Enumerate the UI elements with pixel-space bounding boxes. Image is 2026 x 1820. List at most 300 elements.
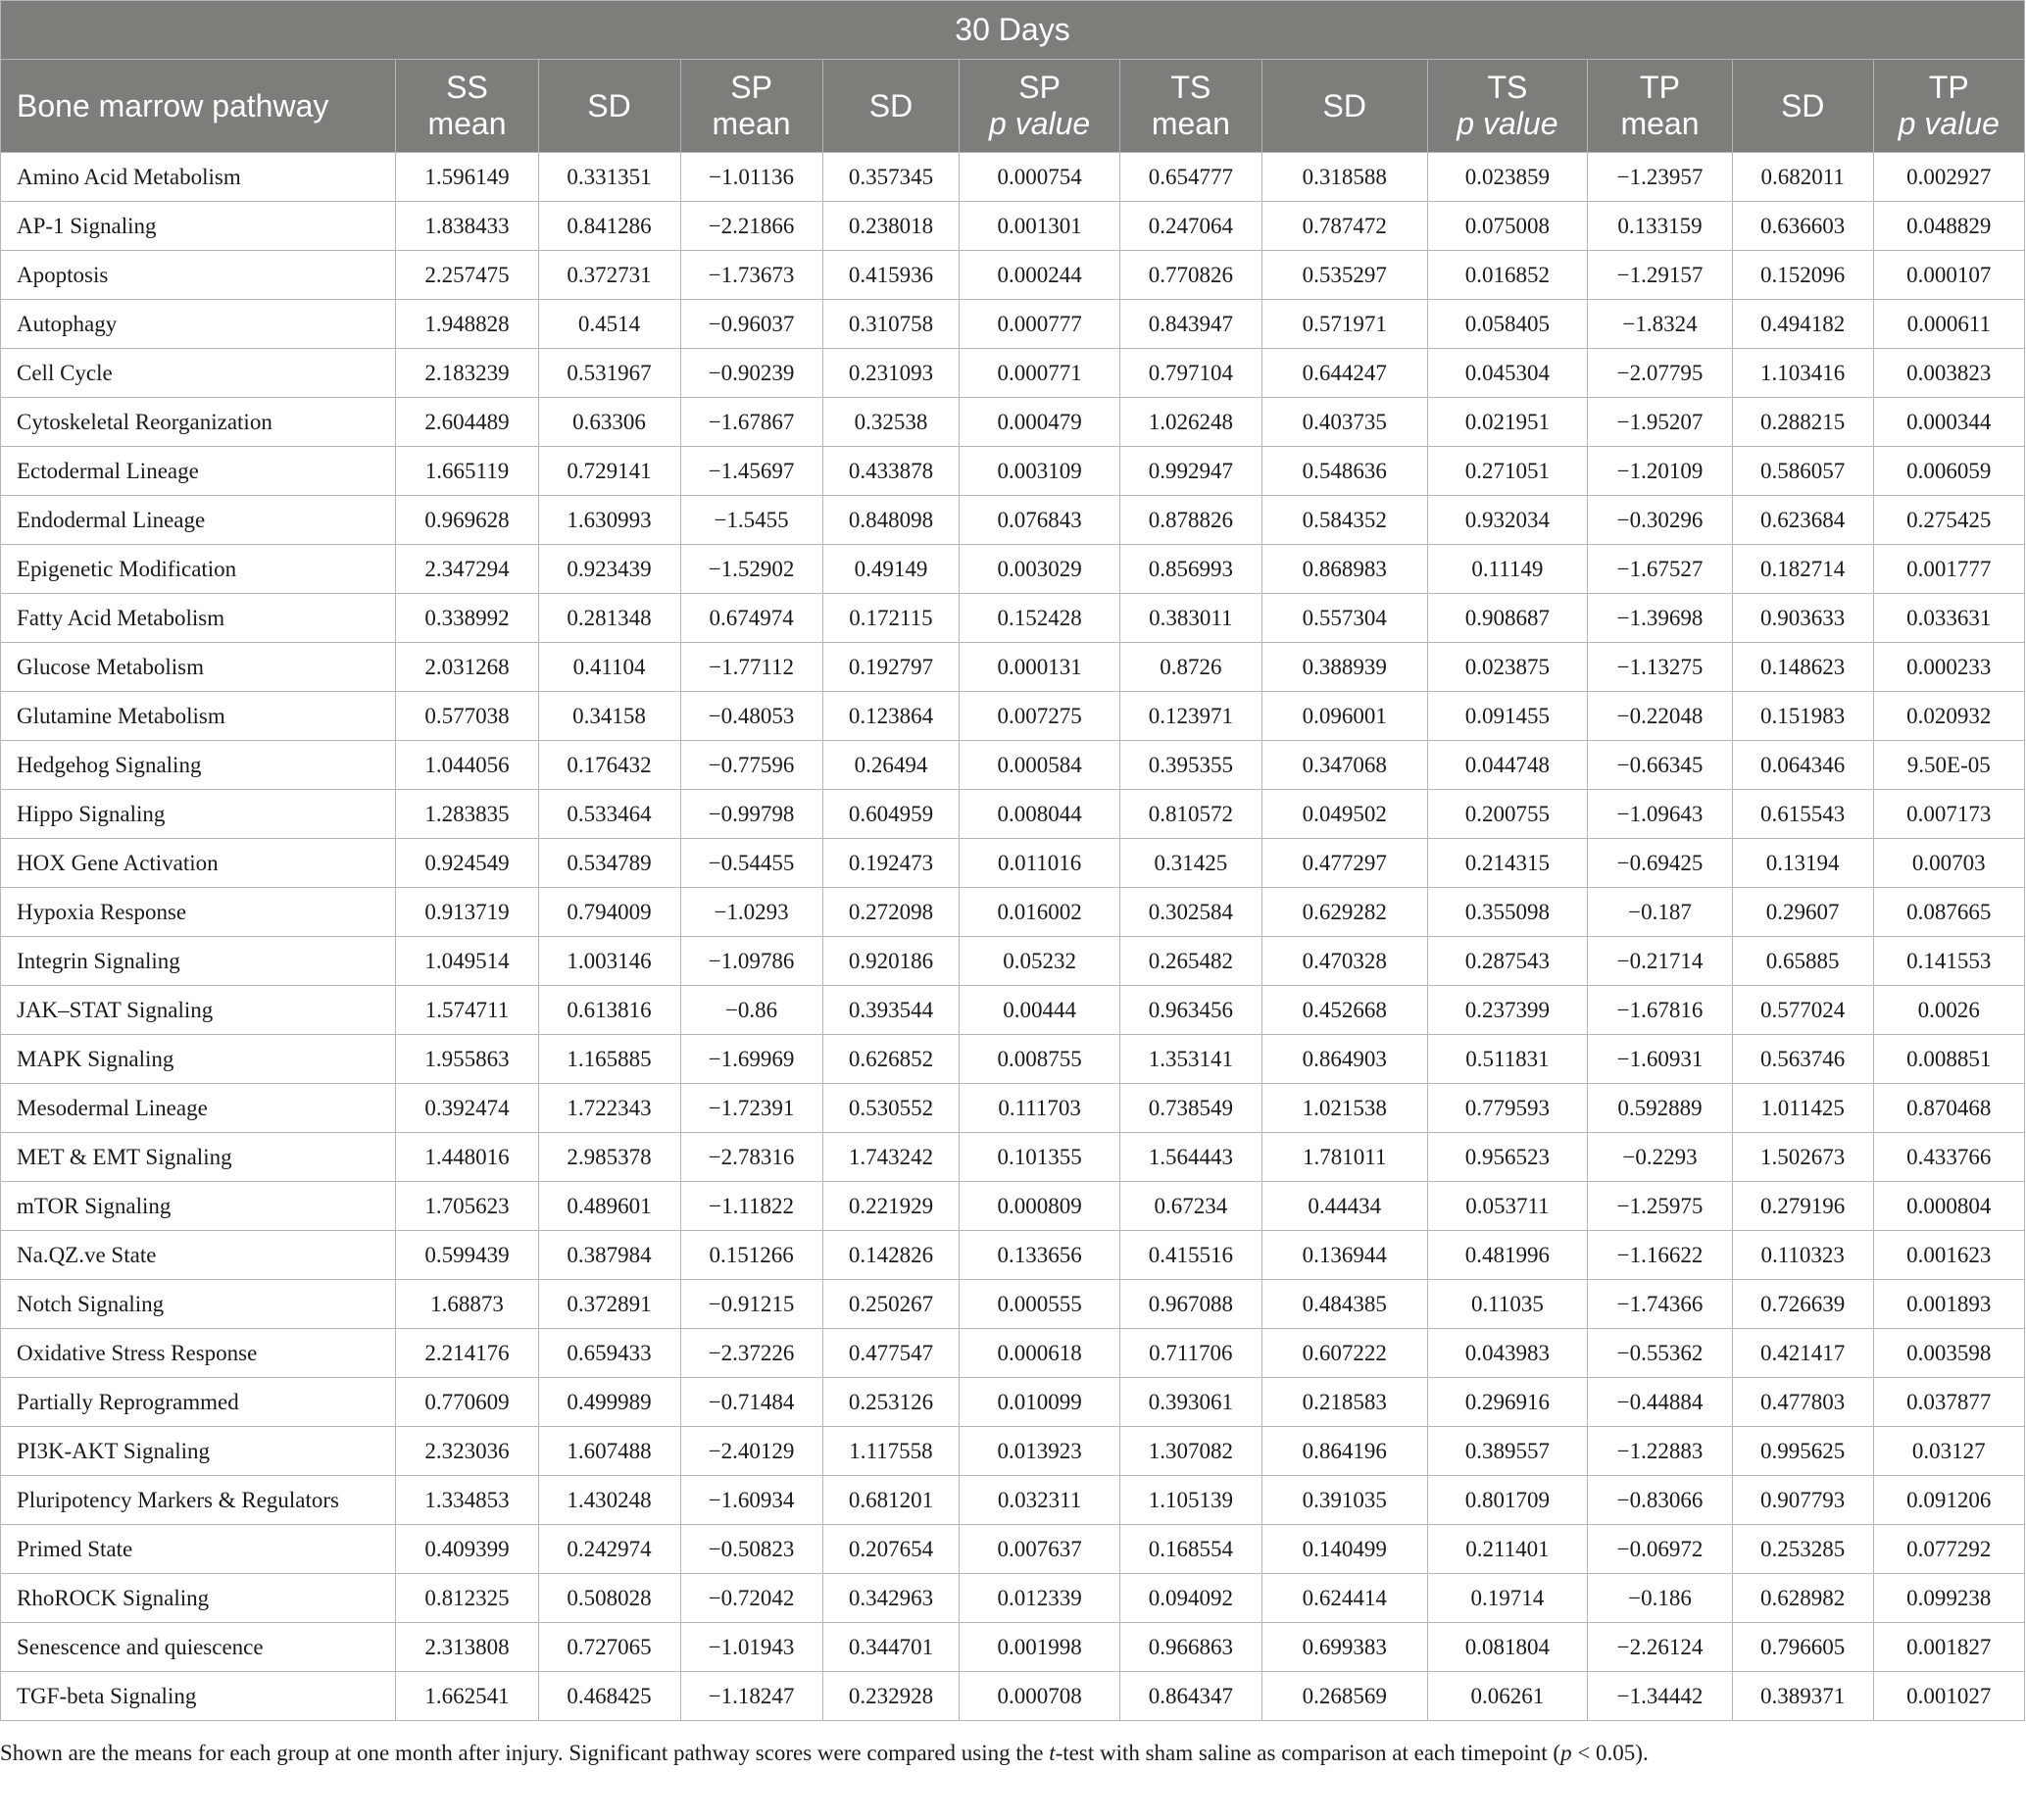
- value-cell: 0.347068: [1261, 741, 1427, 790]
- pathway-name-cell: Partially Reprogrammed: [1, 1378, 396, 1427]
- value-cell: 0.06261: [1427, 1672, 1588, 1721]
- value-cell: 0.000555: [960, 1280, 1120, 1329]
- value-cell: −0.54455: [680, 839, 822, 888]
- value-cell: 0.141553: [1873, 937, 2024, 986]
- column-header-8: [1427, 60, 1588, 153]
- value-cell: 0.338992: [396, 594, 538, 643]
- pathway-name-cell: TGF-beta Signaling: [1, 1672, 396, 1721]
- value-cell: −0.06972: [1588, 1525, 1733, 1574]
- value-cell: −1.95207: [1588, 398, 1733, 447]
- value-cell: 0.856993: [1119, 545, 1261, 594]
- value-cell: 1.026248: [1119, 398, 1261, 447]
- column-header-line2: p value: [1898, 106, 2000, 141]
- value-cell: −1.45697: [680, 447, 822, 496]
- value-cell: 0.000344: [1873, 398, 2024, 447]
- value-cell: 0.342963: [822, 1574, 960, 1623]
- value-cell: 0.238018: [822, 202, 960, 251]
- value-cell: −0.186: [1588, 1574, 1733, 1623]
- value-cell: 0.372731: [538, 251, 680, 300]
- value-cell: 0.05232: [960, 937, 1120, 986]
- value-cell: −1.67527: [1588, 545, 1733, 594]
- value-cell: −0.96037: [680, 300, 822, 349]
- value-cell: −0.50823: [680, 1525, 822, 1574]
- value-cell: 0.726639: [1732, 1280, 1873, 1329]
- value-cell: 0.711706: [1119, 1329, 1261, 1378]
- value-cell: 0.021951: [1427, 398, 1588, 447]
- column-header-11: [1873, 60, 2024, 153]
- value-cell: 0.920186: [822, 937, 960, 986]
- pathway-name-cell: RhoROCK Signaling: [1, 1574, 396, 1623]
- column-header-6: [1119, 60, 1261, 153]
- value-cell: 0.468425: [538, 1672, 680, 1721]
- table-row: [1, 839, 2025, 888]
- value-cell: 0.626852: [822, 1035, 960, 1084]
- column-header-line1: SD: [1322, 87, 1366, 123]
- value-cell: 0.923439: [538, 545, 680, 594]
- pathway-name-cell: Glucose Metabolism: [1, 643, 396, 692]
- pathway-name-cell: Senescence and quiescence: [1, 1623, 396, 1672]
- value-cell: 1.430248: [538, 1476, 680, 1525]
- value-cell: −2.40129: [680, 1427, 822, 1476]
- value-cell: −0.77596: [680, 741, 822, 790]
- value-cell: 0.770826: [1119, 251, 1261, 300]
- value-cell: 0.001893: [1873, 1280, 2024, 1329]
- value-cell: 1.662541: [396, 1672, 538, 1721]
- column-header-7: [1261, 60, 1427, 153]
- value-cell: 0.421417: [1732, 1329, 1873, 1378]
- value-cell: 1.948828: [396, 300, 538, 349]
- value-cell: 0.843947: [1119, 300, 1261, 349]
- value-cell: 0.629282: [1261, 888, 1427, 937]
- pathway-name-cell: Fatty Acid Metabolism: [1, 594, 396, 643]
- value-cell: −1.23957: [1588, 153, 1733, 202]
- value-cell: 0.123864: [822, 692, 960, 741]
- value-cell: 0.007275: [960, 692, 1120, 741]
- value-cell: 0.584352: [1261, 496, 1427, 545]
- value-cell: 0.477547: [822, 1329, 960, 1378]
- value-cell: 1.353141: [1119, 1035, 1261, 1084]
- value-cell: 0.053711: [1427, 1182, 1588, 1231]
- value-cell: 0.878826: [1119, 496, 1261, 545]
- value-cell: 0.548636: [1261, 447, 1427, 496]
- column-header-line1: TS: [1487, 70, 1528, 105]
- table-row: [1, 398, 2025, 447]
- value-cell: 0.000618: [960, 1329, 1120, 1378]
- pathway-name-cell: Hypoxia Response: [1, 888, 396, 937]
- value-cell: 1.307082: [1119, 1427, 1261, 1476]
- value-cell: 0.013923: [960, 1427, 1120, 1476]
- value-cell: 0.207654: [822, 1525, 960, 1574]
- value-cell: 0.801709: [1427, 1476, 1588, 1525]
- value-cell: 0.913719: [396, 888, 538, 937]
- value-cell: −1.60931: [1588, 1035, 1733, 1084]
- value-cell: 1.502673: [1732, 1133, 1873, 1182]
- pathway-name-cell: Endodermal Lineage: [1, 496, 396, 545]
- table-row: [1, 790, 2025, 839]
- value-cell: 1.665119: [396, 447, 538, 496]
- value-cell: 0.577038: [396, 692, 538, 741]
- value-cell: 0.699383: [1261, 1623, 1427, 1672]
- column-header-line1: TP: [1928, 70, 1969, 105]
- pathway-name-cell: Hedgehog Signaling: [1, 741, 396, 790]
- pathway-name-cell: Apoptosis: [1, 251, 396, 300]
- value-cell: 0.49149: [822, 545, 960, 594]
- value-cell: 0.810572: [1119, 790, 1261, 839]
- value-cell: 0.533464: [538, 790, 680, 839]
- value-cell: 0.796605: [1732, 1623, 1873, 1672]
- value-cell: 0.176432: [538, 741, 680, 790]
- value-cell: 0.654777: [1119, 153, 1261, 202]
- value-cell: 1.044056: [396, 741, 538, 790]
- value-cell: 0.592889: [1588, 1084, 1733, 1133]
- value-cell: −1.01136: [680, 153, 822, 202]
- value-cell: 0.557304: [1261, 594, 1427, 643]
- pathway-name-cell: Cytoskeletal Reorganization: [1, 398, 396, 447]
- value-cell: 0.253285: [1732, 1525, 1873, 1574]
- column-header-line1: SP: [1018, 70, 1061, 105]
- value-cell: 0.484385: [1261, 1280, 1427, 1329]
- value-cell: 0.182714: [1732, 545, 1873, 594]
- value-cell: 0.355098: [1427, 888, 1588, 937]
- value-cell: 0.172115: [822, 594, 960, 643]
- table-row: [1, 1378, 2025, 1427]
- value-cell: 0.26494: [822, 741, 960, 790]
- value-cell: −1.67816: [1588, 986, 1733, 1035]
- table-row: [1, 1280, 2025, 1329]
- table-row: [1, 1182, 2025, 1231]
- pathway-name-cell: Ectodermal Lineage: [1, 447, 396, 496]
- value-cell: 0.279196: [1732, 1182, 1873, 1231]
- value-cell: 1.705623: [396, 1182, 538, 1231]
- value-cell: 0.011016: [960, 839, 1120, 888]
- value-cell: 0.00703: [1873, 839, 2024, 888]
- value-cell: 0.012339: [960, 1574, 1120, 1623]
- pathway-name-cell: Cell Cycle: [1, 349, 396, 398]
- table-row: [1, 1231, 2025, 1280]
- column-header-line1: SS: [446, 70, 488, 105]
- value-cell: 0.433878: [822, 447, 960, 496]
- value-cell: −1.67867: [680, 398, 822, 447]
- value-cell: 0.779593: [1427, 1084, 1588, 1133]
- pathway-name-cell: Pluripotency Markers & Regulators: [1, 1476, 396, 1525]
- column-header-line1: Bone marrow pathway: [17, 87, 329, 123]
- value-cell: 0.738549: [1119, 1084, 1261, 1133]
- column-header-line1: SP: [730, 70, 772, 105]
- value-cell: −0.86: [680, 986, 822, 1035]
- table-row: [1, 1427, 2025, 1476]
- value-cell: 0.607222: [1261, 1329, 1427, 1378]
- column-header-line1: TS: [1170, 70, 1211, 105]
- value-cell: 0.499989: [538, 1378, 680, 1427]
- value-cell: 0.000804: [1873, 1182, 2024, 1231]
- value-cell: 0.613816: [538, 986, 680, 1035]
- value-cell: 2.257475: [396, 251, 538, 300]
- value-cell: 0.237399: [1427, 986, 1588, 1035]
- column-header-line1: SD: [587, 87, 631, 123]
- pathway-name-cell: Oxidative Stress Response: [1, 1329, 396, 1378]
- table-row: [1, 594, 2025, 643]
- value-cell: 0.433766: [1873, 1133, 2024, 1182]
- value-cell: 0.67234: [1119, 1182, 1261, 1231]
- value-cell: 1.955863: [396, 1035, 538, 1084]
- value-cell: 0.864347: [1119, 1672, 1261, 1721]
- table-row: [1, 153, 2025, 202]
- value-cell: −2.21866: [680, 202, 822, 251]
- value-cell: −1.18247: [680, 1672, 822, 1721]
- value-cell: 0.010099: [960, 1378, 1120, 1427]
- value-cell: 0.470328: [1261, 937, 1427, 986]
- value-cell: 0.586057: [1732, 447, 1873, 496]
- value-cell: 0.864903: [1261, 1035, 1427, 1084]
- pathway-name-cell: Integrin Signaling: [1, 937, 396, 986]
- value-cell: 0.32538: [822, 398, 960, 447]
- value-cell: 0.787472: [1261, 202, 1427, 251]
- value-cell: −1.16622: [1588, 1231, 1733, 1280]
- value-cell: 0.003029: [960, 545, 1120, 594]
- value-cell: 0.000244: [960, 251, 1120, 300]
- value-cell: 0.023875: [1427, 643, 1588, 692]
- pathway-name-cell: AP-1 Signaling: [1, 202, 396, 251]
- value-cell: 0.001623: [1873, 1231, 2024, 1280]
- value-cell: 0.214315: [1427, 839, 1588, 888]
- value-cell: 0.932034: [1427, 496, 1588, 545]
- value-cell: −1.0293: [680, 888, 822, 937]
- value-cell: 0.770609: [396, 1378, 538, 1427]
- value-cell: 0.372891: [538, 1280, 680, 1329]
- value-cell: 0.151266: [680, 1231, 822, 1280]
- value-cell: −0.22048: [1588, 692, 1733, 741]
- table-row: [1, 1623, 2025, 1672]
- value-cell: 0.415516: [1119, 1231, 1261, 1280]
- value-cell: −1.09643: [1588, 790, 1733, 839]
- value-cell: 0.250267: [822, 1280, 960, 1329]
- value-cell: 0.168554: [1119, 1525, 1261, 1574]
- pathway-name-cell: MET & EMT Signaling: [1, 1133, 396, 1182]
- value-cell: 1.448016: [396, 1133, 538, 1182]
- value-cell: 1.117558: [822, 1427, 960, 1476]
- value-cell: 0.253126: [822, 1378, 960, 1427]
- value-cell: 0.624414: [1261, 1574, 1427, 1623]
- value-cell: 0.265482: [1119, 937, 1261, 986]
- value-cell: −2.78316: [680, 1133, 822, 1182]
- value-cell: 0.096001: [1261, 692, 1427, 741]
- column-header-line1: SD: [868, 87, 914, 123]
- value-cell: −1.34442: [1588, 1672, 1733, 1721]
- column-header-row: [1, 60, 2025, 153]
- value-cell: 0.268569: [1261, 1672, 1427, 1721]
- value-cell: 0.101355: [960, 1133, 1120, 1182]
- value-cell: −1.01943: [680, 1623, 822, 1672]
- value-cell: 0.13194: [1732, 839, 1873, 888]
- value-cell: 0.123971: [1119, 692, 1261, 741]
- value-cell: −1.73673: [680, 251, 822, 300]
- value-cell: 9.50E-05: [1873, 741, 2024, 790]
- value-cell: −0.72042: [680, 1574, 822, 1623]
- value-cell: −1.8324: [1588, 300, 1733, 349]
- value-cell: −1.39698: [1588, 594, 1733, 643]
- value-cell: 0.001027: [1873, 1672, 2024, 1721]
- pathway-name-cell: Amino Acid Metabolism: [1, 153, 396, 202]
- value-cell: 1.334853: [396, 1476, 538, 1525]
- value-cell: −0.48053: [680, 692, 822, 741]
- value-cell: 0.577024: [1732, 986, 1873, 1035]
- column-header-line2: mean: [1151, 106, 1230, 141]
- value-cell: 0.848098: [822, 496, 960, 545]
- value-cell: −2.37226: [680, 1329, 822, 1378]
- value-cell: 0.310758: [822, 300, 960, 349]
- value-cell: 2.347294: [396, 545, 538, 594]
- value-cell: 0.232928: [822, 1672, 960, 1721]
- value-cell: 0.967088: [1119, 1280, 1261, 1329]
- value-cell: 0.001301: [960, 202, 1120, 251]
- value-cell: 0.043983: [1427, 1329, 1588, 1378]
- column-header-line1: TP: [1640, 70, 1680, 105]
- value-cell: −1.72391: [680, 1084, 822, 1133]
- value-cell: 0.110323: [1732, 1231, 1873, 1280]
- value-cell: 0.395355: [1119, 741, 1261, 790]
- value-cell: 0.001777: [1873, 545, 2024, 594]
- table-row: [1, 545, 2025, 594]
- value-cell: 0.392474: [396, 1084, 538, 1133]
- value-cell: −1.11822: [680, 1182, 822, 1231]
- value-cell: 0.393544: [822, 986, 960, 1035]
- value-cell: 0.231093: [822, 349, 960, 398]
- value-cell: 2.031268: [396, 643, 538, 692]
- value-cell: −2.26124: [1588, 1623, 1733, 1672]
- value-cell: 0.956523: [1427, 1133, 1588, 1182]
- value-cell: 1.003146: [538, 937, 680, 986]
- value-cell: −0.187: [1588, 888, 1733, 937]
- value-cell: 0.044748: [1427, 741, 1588, 790]
- value-cell: 0.000809: [960, 1182, 1120, 1231]
- column-header-1: [396, 60, 538, 153]
- value-cell: 1.049514: [396, 937, 538, 986]
- pathway-name-cell: HOX Gene Activation: [1, 839, 396, 888]
- value-cell: 0.727065: [538, 1623, 680, 1672]
- pathway-name-cell: Mesodermal Lineage: [1, 1084, 396, 1133]
- value-cell: 0.63306: [538, 398, 680, 447]
- value-cell: 0.077292: [1873, 1525, 2024, 1574]
- value-cell: 0.275425: [1873, 496, 2024, 545]
- value-cell: 0.452668: [1261, 986, 1427, 1035]
- value-cell: 0.008851: [1873, 1035, 2024, 1084]
- column-header-10: [1732, 60, 1873, 153]
- value-cell: 0.111703: [960, 1084, 1120, 1133]
- value-cell: 0.000479: [960, 398, 1120, 447]
- value-cell: 0.016852: [1427, 251, 1588, 300]
- value-cell: −1.13275: [1588, 643, 1733, 692]
- value-cell: 0.969628: [396, 496, 538, 545]
- value-cell: 0.000708: [960, 1672, 1120, 1721]
- value-cell: 0.200755: [1427, 790, 1588, 839]
- value-cell: 0.8726: [1119, 643, 1261, 692]
- value-cell: 0.091455: [1427, 692, 1588, 741]
- value-cell: 0.296916: [1427, 1378, 1588, 1427]
- table-footnote: [0, 1741, 2026, 1766]
- value-cell: −0.91215: [680, 1280, 822, 1329]
- value-cell: 0.099238: [1873, 1574, 2024, 1623]
- value-cell: 1.630993: [538, 496, 680, 545]
- value-cell: 2.985378: [538, 1133, 680, 1182]
- value-cell: 0.44434: [1261, 1182, 1427, 1231]
- value-cell: 0.571971: [1261, 300, 1427, 349]
- table-row: [1, 300, 2025, 349]
- column-header-0: [1, 60, 396, 153]
- value-cell: 0.868983: [1261, 545, 1427, 594]
- value-cell: 0.628982: [1732, 1574, 1873, 1623]
- value-cell: 0.812325: [396, 1574, 538, 1623]
- value-cell: 0.023859: [1427, 153, 1588, 202]
- value-cell: 0.0026: [1873, 986, 2024, 1035]
- value-cell: 0.599439: [396, 1231, 538, 1280]
- value-cell: 0.037877: [1873, 1378, 2024, 1427]
- value-cell: 0.142826: [822, 1231, 960, 1280]
- value-cell: 0.908687: [1427, 594, 1588, 643]
- value-cell: 0.272098: [822, 888, 960, 937]
- value-cell: 2.323036: [396, 1427, 538, 1476]
- value-cell: 0.133656: [960, 1231, 1120, 1280]
- footnote-text-2: -test with sham saline as comparison at each timepoint (: [1055, 1741, 1561, 1765]
- value-cell: −1.60934: [680, 1476, 822, 1525]
- pathway-name-cell: Hippo Signaling: [1, 790, 396, 839]
- value-cell: 0.389557: [1427, 1427, 1588, 1476]
- value-cell: 0.008044: [960, 790, 1120, 839]
- value-cell: 0.841286: [538, 202, 680, 251]
- table-body: [1, 153, 2025, 1721]
- footnote-p: p: [1560, 1741, 1572, 1765]
- column-header-line2: mean: [427, 106, 507, 141]
- value-cell: 0.001827: [1873, 1623, 2024, 1672]
- footnote-text-3: < 0.05).: [1571, 1741, 1649, 1765]
- value-cell: 0.409399: [396, 1525, 538, 1574]
- pathway-name-cell: Notch Signaling: [1, 1280, 396, 1329]
- value-cell: 0.064346: [1732, 741, 1873, 790]
- value-cell: 0.494182: [1732, 300, 1873, 349]
- value-cell: 0.075008: [1427, 202, 1588, 251]
- value-cell: 0.007637: [960, 1525, 1120, 1574]
- value-cell: −0.66345: [1588, 741, 1733, 790]
- value-cell: 0.615543: [1732, 790, 1873, 839]
- value-cell: 0.094092: [1119, 1574, 1261, 1623]
- value-cell: −0.44884: [1588, 1378, 1733, 1427]
- column-header-line2: p value: [989, 106, 1091, 141]
- value-cell: −1.22883: [1588, 1427, 1733, 1476]
- value-cell: 0.966863: [1119, 1623, 1261, 1672]
- value-cell: 1.021538: [1261, 1084, 1427, 1133]
- value-cell: 0.242974: [538, 1525, 680, 1574]
- value-cell: −1.25975: [1588, 1182, 1733, 1231]
- value-cell: 1.103416: [1732, 349, 1873, 398]
- value-cell: 2.604489: [396, 398, 538, 447]
- value-cell: 0.864196: [1261, 1427, 1427, 1476]
- value-cell: 0.415936: [822, 251, 960, 300]
- pathway-name-cell: PI3K-AKT Signaling: [1, 1427, 396, 1476]
- value-cell: 0.001998: [960, 1623, 1120, 1672]
- value-cell: 0.133159: [1588, 202, 1733, 251]
- table-row: [1, 1133, 2025, 1182]
- value-cell: 0.091206: [1873, 1476, 2024, 1525]
- value-cell: 0.729141: [538, 447, 680, 496]
- value-cell: 0.403735: [1261, 398, 1427, 447]
- value-cell: 0.148623: [1732, 643, 1873, 692]
- value-cell: 0.020932: [1873, 692, 2024, 741]
- value-cell: 0.218583: [1261, 1378, 1427, 1427]
- value-cell: 0.000131: [960, 643, 1120, 692]
- value-cell: 1.564443: [1119, 1133, 1261, 1182]
- value-cell: 0.211401: [1427, 1525, 1588, 1574]
- value-cell: 0.531967: [538, 349, 680, 398]
- value-cell: 0.000611: [1873, 300, 2024, 349]
